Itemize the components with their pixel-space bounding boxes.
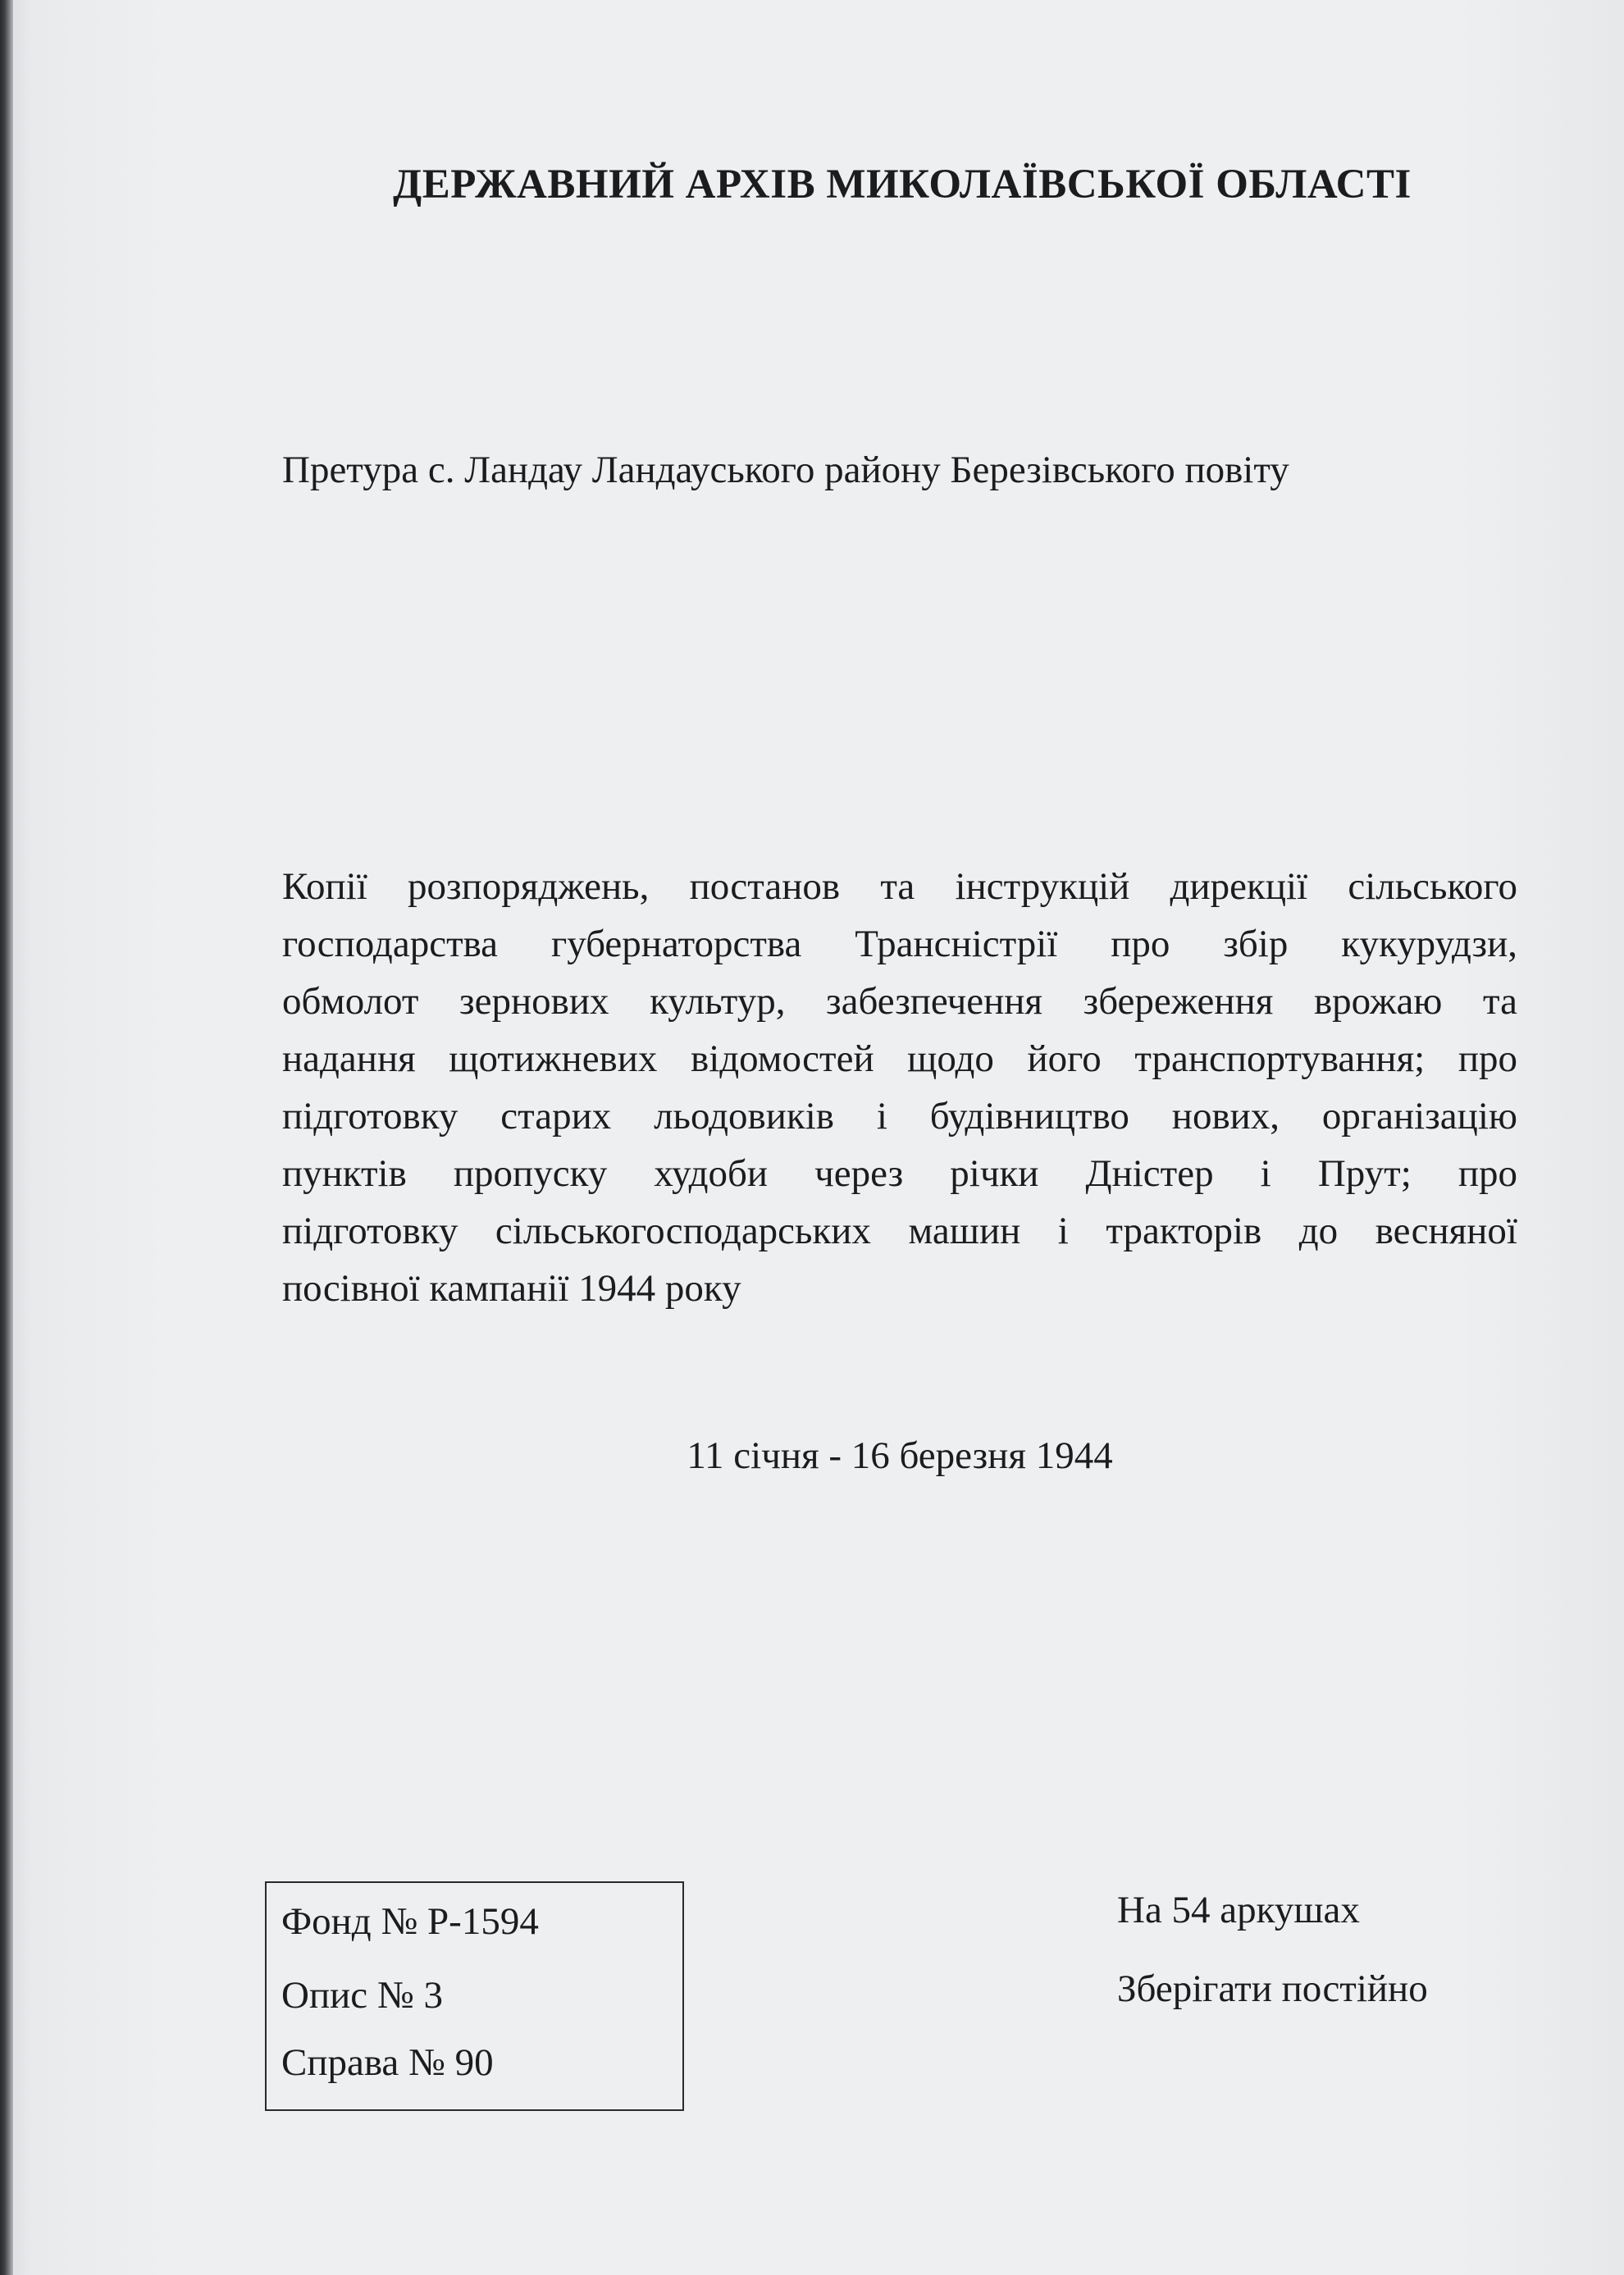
description-line: господарства губернаторства Трансністрії про збір кукурудзи,	[282, 923, 1517, 965]
description-line: надання щотижневих відомостей щодо його транспортування; про	[282, 1037, 1517, 1080]
description-line: обмолот зернових культур, забезпечення збереження врожаю та	[282, 980, 1517, 1023]
archive-reference-box	[265, 1881, 684, 2111]
fund-owner-line: Претура с. Ландау Ландауського району Березівського повіту	[282, 449, 1289, 491]
description-line: посівної кампанії 1944 року	[282, 1267, 741, 1310]
opys-number: Опис № 3	[281, 1974, 443, 2017]
date-range: 11 січня - 16 березня 1944	[687, 1434, 1113, 1477]
retention-note: Зберігати постійно	[1117, 1967, 1428, 2010]
description-line: Копії розпоряджень, постанов та інструкцій дирекції сільського	[282, 865, 1517, 908]
page-left-edge-shadow	[0, 0, 13, 2275]
sprava-number: Справа № 90	[281, 2041, 494, 2084]
fond-number: Фонд № Р-1594	[281, 1900, 539, 1943]
archive-title: ДЕРЖАВНИЙ АРХІВ МИКОЛАЇВСЬКОЇ ОБЛАСТІ	[393, 162, 1412, 207]
case-description	[282, 858, 1517, 1317]
description-line: підготовку сільськогосподарських машин і тракторів до весняної	[282, 1210, 1517, 1252]
sheet-count: На 54 аркушах	[1117, 1889, 1360, 1931]
description-line: підготовку старих льодовиків і будівництво нових, організацію	[282, 1095, 1517, 1138]
description-line: пунктів пропуску худоби через річки Дністер і Прут; про	[282, 1152, 1517, 1195]
